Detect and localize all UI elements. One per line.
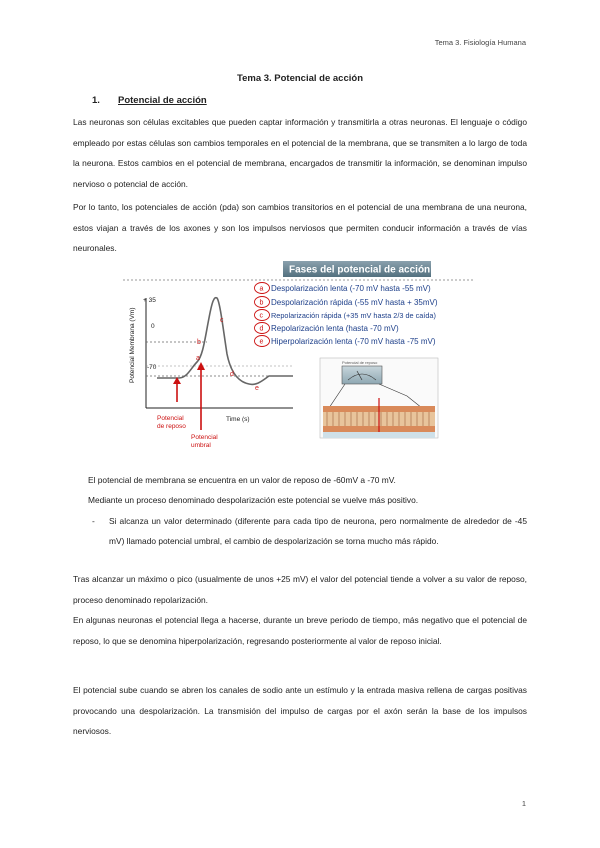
phase-list xyxy=(255,283,438,347)
threshold-annotation-l2: umbral xyxy=(191,442,211,448)
curve-letter-e: e xyxy=(255,385,259,392)
section-heading xyxy=(92,95,207,106)
paragraph-intro: Las neuronas son células excitables que pueden captar información y transmitirla a otras neuronas. El lenguaje o código empleado por estas células son cambios temporales en el potencial de la membrana, que se transmiten a lo largo de toda la neurona. Estos cambios en el potencial de membrana, encargados de transmitir la información, se denominan impulso nervioso o potencial de acción. xyxy=(73,117,527,189)
y-axis-label: Potencial Membrana (Vm) xyxy=(129,307,136,383)
paragraph-sodium-channels: El potencial sube cuando se abren los canales de sodio ante un estímulo y la entrada masiva rellena de cargas positivas provocando una despolarización. La transmisión del impulso de cargas por el axón serán la base de los impulsos nerviosos. xyxy=(73,685,527,736)
svg-text:b: b xyxy=(259,299,264,307)
voltmeter-box xyxy=(342,366,382,384)
action-potential-figure xyxy=(117,258,477,448)
phase-e xyxy=(255,336,436,347)
paragraph-repolarization: Tras alcanzar un máximo o pico (usualmente de unos +25 mV) el valor del potencial tiende a volver a su valor de reposo, proceso denominado repolarización. xyxy=(73,574,527,605)
svg-text:a: a xyxy=(259,285,264,293)
section-number: 1. xyxy=(92,95,100,106)
svg-text:c: c xyxy=(259,312,263,320)
tick-zero: 0 xyxy=(151,323,155,330)
curve-letter-c: c xyxy=(220,317,224,324)
rest-annotation-l2: de reposo xyxy=(157,423,186,430)
svg-text:Despolarización rápida (-55 mV: Despolarización rápida (-55 mV hasta + 35mV) xyxy=(271,298,438,307)
paragraph-hyperpolarization: En algunas neuronas el potencial llega a hacerse, durante un breve periodo de tiempo, más negativo que el potencial de reposo, lo que se denomina hiperpolarización, regresando posteriormente al valor de reposo inicial. xyxy=(73,615,527,646)
tick-plus35: + 35 xyxy=(143,297,156,304)
svg-text:d: d xyxy=(259,325,264,333)
phase-b xyxy=(255,297,438,308)
svg-text:e: e xyxy=(259,338,264,346)
curve-letter-b: b xyxy=(197,339,201,346)
membrane-voltmeter-illustration xyxy=(320,358,438,438)
x-axis-label: Time (s) xyxy=(226,416,250,423)
rest-annotation-l1: Potencial xyxy=(157,415,184,422)
paragraph-pda: Por lo tanto, los potenciales de acción (pda) son cambios transitorios en el potencial de una membrana de una neurona, estos viajan a través de los axones y son los impulsos nerviosos que permiten conducir información a través de vías neuronales. xyxy=(73,202,527,253)
phase-d xyxy=(255,323,399,334)
page-title: Tema 3. Potencial de acción xyxy=(236,73,363,84)
bullet-text: Si alcanza un valor determinado (diferente para cada tipo de neurona, pero normalmente de alrededor de -45 mV) llamado potencial umbral, el cambio de despolarización se torna mucho más rápido. xyxy=(109,516,527,546)
svg-text:Repolarización rápida (+35 mV: Repolarización rápida (+35 mV hasta 2/3 de caída) xyxy=(271,311,436,320)
svg-text:Hiperpolarización lenta (-70 m: Hiperpolarización lenta (-70 mV hasta -75 mV) xyxy=(271,337,436,346)
threshold-annotation-l1: Potencial xyxy=(191,434,218,441)
depolarization-line: Mediante un proceso denominado despolarización este potencial se vuelve más positivo. xyxy=(88,495,419,505)
phase-a xyxy=(255,283,431,294)
running-header: Tema 3. Fisiología Humana xyxy=(434,38,526,47)
section-label: Potencial de acción xyxy=(118,95,207,106)
curve-letter-d: d xyxy=(230,371,234,378)
phase-c xyxy=(255,310,436,321)
svg-text:Despolarización lenta (-70 mV: Despolarización lenta (-70 mV hasta -55 mV) xyxy=(271,284,431,293)
resting-potential-line: El potencial de membrana se encuentra en un valor de reposo de -60mV a -70 mV. xyxy=(88,475,396,485)
svg-text:Repolarización lenta (hasta -7: Repolarización lenta (hasta -70 mV) xyxy=(271,324,399,333)
curve-letter-a: a xyxy=(196,355,200,362)
tick-minus70: -70 xyxy=(147,364,157,371)
bullet-dash: - xyxy=(92,516,95,526)
phases-banner: Fases del potencial de acción xyxy=(289,264,431,276)
meter-caption: Potencial de reposo xyxy=(342,360,378,365)
page-number: 1 xyxy=(521,799,526,808)
